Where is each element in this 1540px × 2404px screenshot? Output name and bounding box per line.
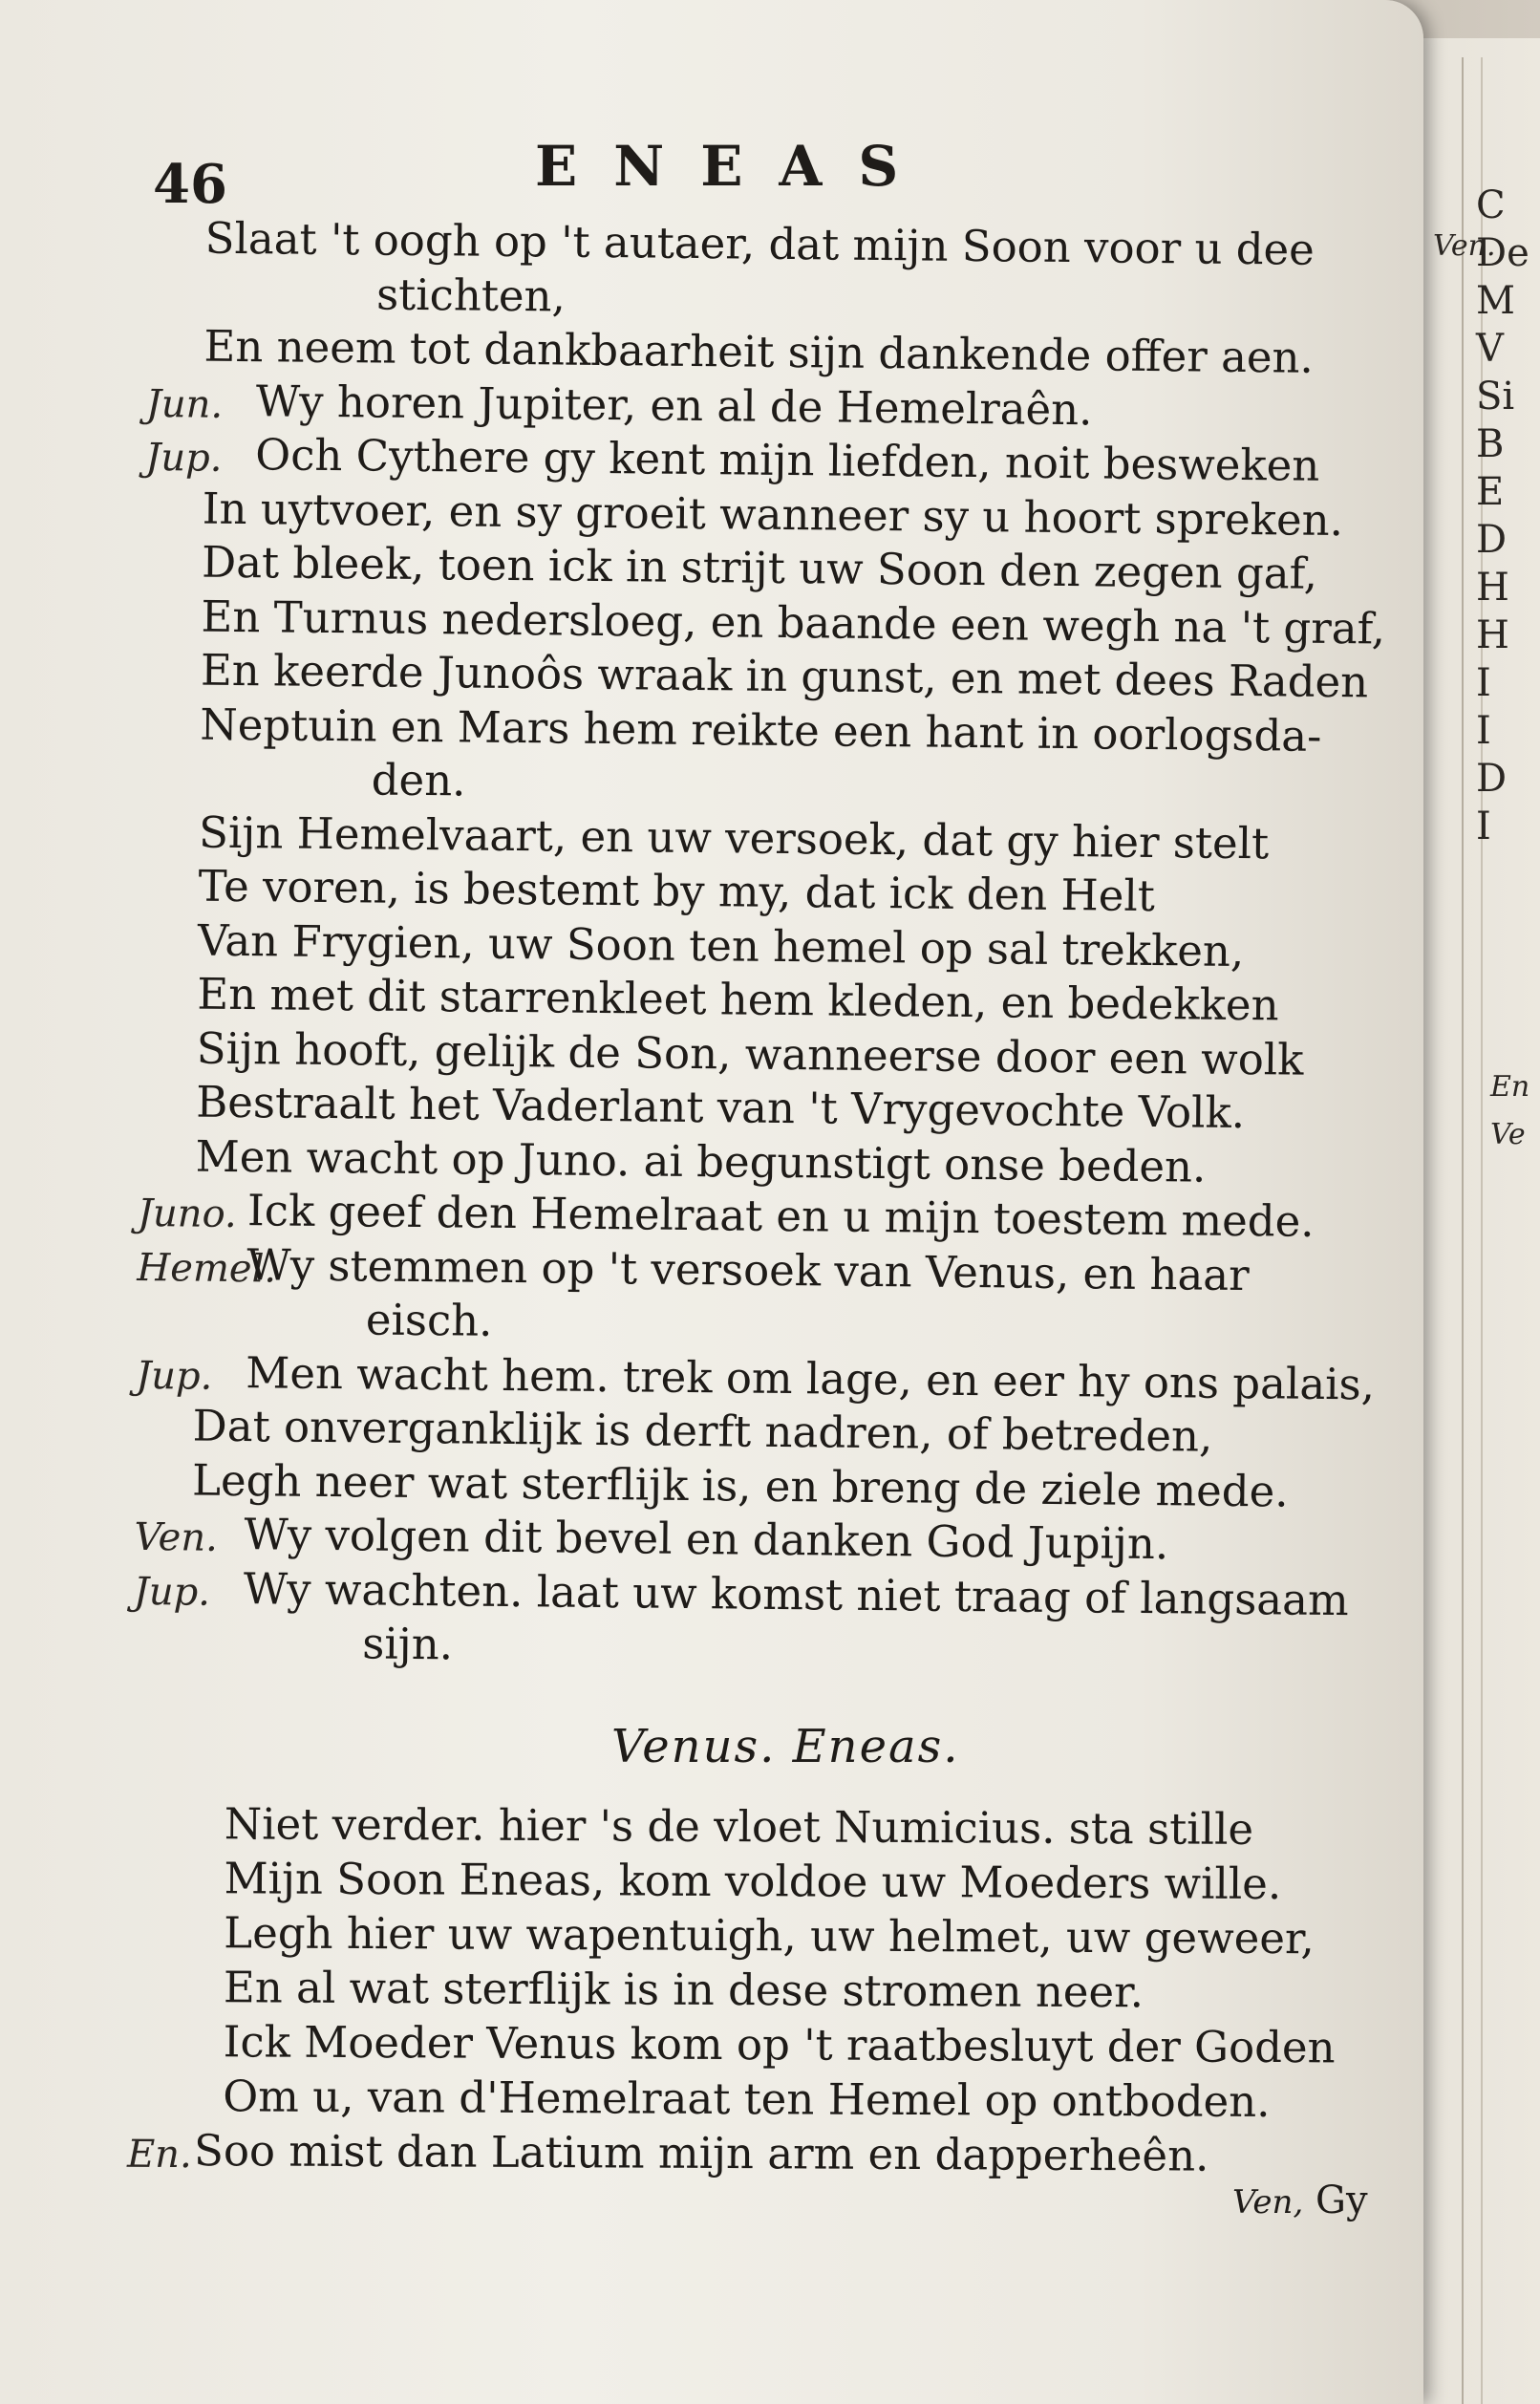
page-header [153, 115, 1013, 216]
running-head: ENEAS [535, 134, 935, 199]
scene-text: Mijn Soon Eneas, kom voldoe uw Moeders wille. [224, 1853, 1282, 1910]
speaker-label: En. [126, 2132, 192, 2178]
verse-text: Sijn Hemelvaart, en uw versoek, dat gy hier stelt [198, 806, 1270, 869]
scene-line [176, 1907, 1370, 1968]
verse-text: Wy stemmen op 't versoek van Venus, en haar [246, 1238, 1250, 1300]
facing-page-speaker-3: Ve [1490, 1118, 1526, 1151]
facing-page-speaker: Ven. [1433, 229, 1496, 263]
scene-text: Legh hier uw wapentuigh, uw helmet, uw geweer, [224, 1907, 1315, 1964]
scene-line [175, 2071, 1369, 2132]
scene-line [176, 2016, 1370, 2077]
verse-text: Neptuin en Mars hem reikte een hant in oorlogsda- [200, 698, 1322, 762]
verse-text: Bestraalt het Vaderlant van 't Vrygevochte Volk. [195, 1076, 1246, 1139]
speaker-label: Jup. [136, 1353, 213, 1399]
verse-text: In uytvoer, en sy groeit wanneer sy u hoort spreken. [202, 483, 1344, 546]
scene-line [126, 2125, 1369, 2186]
scene-line [177, 1798, 1371, 1859]
speaker-label: Juno. [137, 1191, 237, 1237]
verse-text: sijn. [362, 1618, 454, 1670]
speaker-label: Jun. [145, 381, 224, 427]
scene-line [176, 1853, 1370, 1914]
facing-page-fragment: I [1476, 661, 1491, 705]
verse-text: En neem tot dankbaarheit sijn dankende offer aen. [203, 320, 1315, 383]
speaker-label: Jup. [145, 435, 223, 481]
facing-page-fragment: Si [1476, 375, 1515, 419]
verse-text: stichten, [375, 268, 567, 322]
scene-heading: Venus. Eneas. [611, 1720, 960, 1773]
verse-text: En met dit starrenkleet hem kleden, en bedekken [197, 968, 1279, 1031]
facing-page-fragment: I [1476, 709, 1491, 753]
scene-text: Soo mist dan Latium mijn arm en dapperheên. [193, 2125, 1209, 2181]
verse-text: Wy volgen dit bevel en danken God Jupijn. [244, 1509, 1169, 1570]
scene-text: Om u, van d'Hemelraat ten Hemel op ontboden. [223, 2071, 1271, 2127]
scene-text: Niet verder. hier 's de vloet Numicius. sta stille [224, 1798, 1254, 1855]
catchword-speaker: Ven, [1232, 2183, 1304, 2222]
verse-text: Dat bleek, toen ick in strijt uw Soon den zegen gaf, [201, 536, 1318, 599]
facing-page-fragment: D [1476, 757, 1508, 801]
verse-text: Ick geef den Hemelraat en u mijn toestem mede. [246, 1185, 1315, 1247]
catchword-word: Gy [1315, 2179, 1368, 2222]
verse-text: eisch. [365, 1294, 493, 1346]
verse-text: Slaat 't oogh op 't autaer, dat mijn Soon voor u dee [204, 212, 1315, 275]
verse-text: den. [371, 754, 466, 806]
speaker-label: Jup. [133, 1569, 211, 1615]
page-number: 46 [153, 153, 227, 216]
verse-text: Legh neer wat sterflijk is, en breng de ziele mede. [191, 1454, 1289, 1517]
verse-text: Van Frygien, uw Soon ten hemel op sal trekken, [197, 914, 1245, 977]
scene-text: Ick Moeder Venus kom op 't raatbesluyt der Goden [223, 2016, 1336, 2073]
facing-page-fragment: De [1476, 231, 1529, 275]
speaker-label: Hemel. [137, 1245, 277, 1291]
verse-text: Sijn hooft, gelijk de Son, wanneerse door een wolk [196, 1022, 1304, 1085]
verse-text: Och Cythere gy kent mijn liefden, noit besweken [255, 429, 1320, 491]
facing-page-fragment: M [1476, 279, 1515, 323]
facing-page-fragment: B [1476, 422, 1505, 466]
verse-block [133, 212, 1390, 1683]
verse-text: Men wacht op Juno. ai begunstigt onse beden. [195, 1130, 1207, 1192]
verse-text: Wy wachten. laat uw komst niet traag of langsaam [243, 1562, 1349, 1625]
facing-page-fragment: V [1476, 327, 1504, 371]
verse-text: Te voren, is bestemt by my, dat ick den Helt [198, 860, 1156, 922]
scene-text: En al wat sterflijk is in dese stromen neer. [223, 1962, 1144, 2018]
facing-page-fragment: D [1476, 518, 1508, 562]
facing-page-fragment: E [1476, 470, 1505, 514]
scene-line [176, 1962, 1370, 2023]
facing-page-speaker-2: En [1490, 1070, 1530, 1104]
verse-text: En keerde Junoôs wraak in gunst, en met dees Raden [200, 644, 1369, 708]
verse-text: Dat onverganklijk is derft nadren, of betreden, [192, 1400, 1213, 1462]
scene-verse-block [126, 1798, 1371, 2186]
facing-page-fragment: I [1476, 805, 1491, 848]
verse-text: Wy horen Jupiter, en al de Hemelraên. [255, 375, 1093, 435]
verse-text: Men wacht hem. trek om lage, en eer hy ons palais, [246, 1346, 1376, 1410]
verse-text: En Turnus nedersloeg, en baande een wegh na 't graf, [201, 590, 1386, 655]
facing-page-fragment: C [1476, 183, 1506, 227]
speaker-label: Ven. [134, 1514, 219, 1560]
facing-page-text [1476, 182, 1529, 850]
catchword [1232, 2179, 1368, 2222]
facing-page-fragment: H [1476, 566, 1509, 610]
facing-page-fragment: H [1476, 613, 1509, 657]
